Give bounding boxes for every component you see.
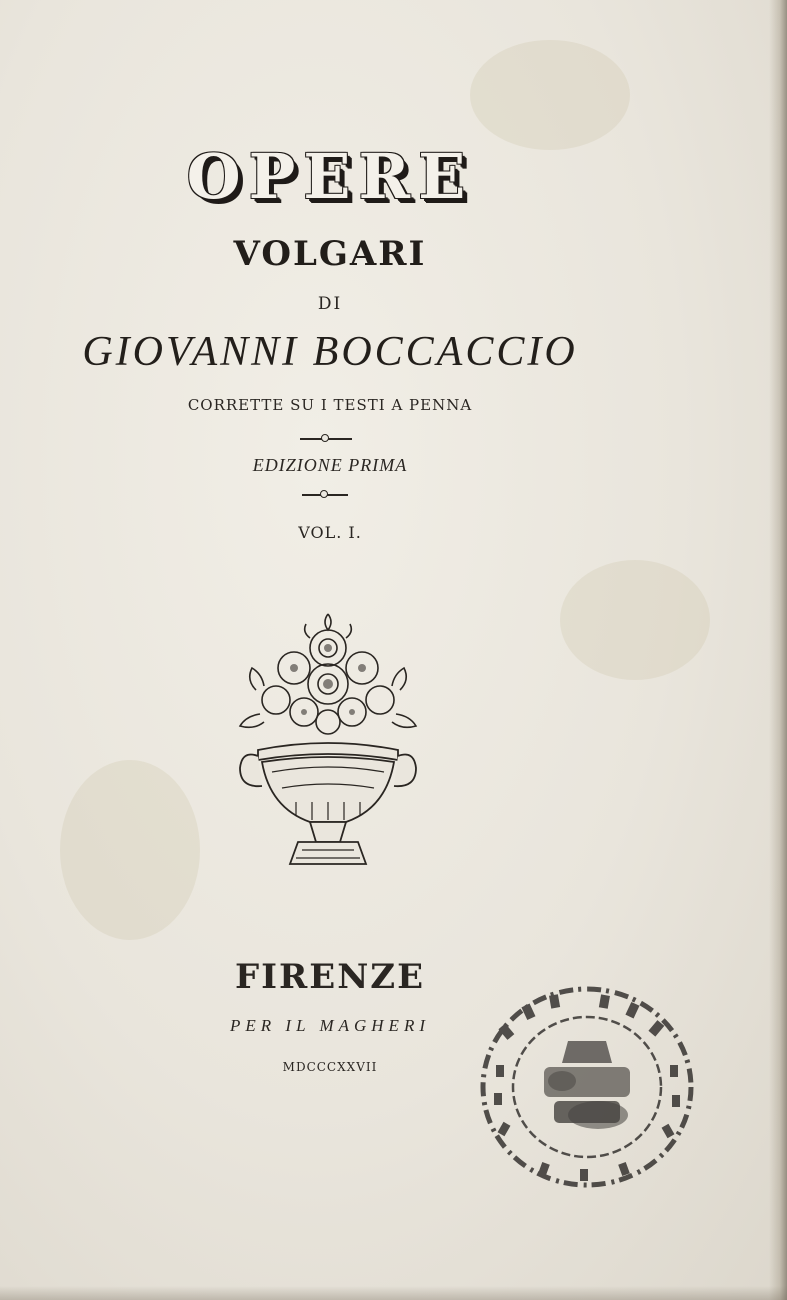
imprint-city: FIRENZE <box>234 957 426 997</box>
subtitle: CORRETTE SU I TESTI A PENNA <box>187 396 473 414</box>
paper-stain <box>470 40 630 150</box>
rule-ornament-icon <box>320 490 328 498</box>
author-name: GIOVANNI BOCCACCIO <box>82 329 578 375</box>
paper-edge <box>0 1286 787 1300</box>
volume-label: VOL. I. <box>298 523 362 542</box>
paper-stain <box>560 560 710 680</box>
title-sub: VOLGARI <box>233 234 427 274</box>
rule-ornament-icon <box>321 434 329 442</box>
imprint-year: MDCCCXXVII <box>282 1060 378 1074</box>
flower-urn-icon <box>236 610 420 876</box>
imprint-publisher: PER IL MAGHERI <box>230 1016 430 1035</box>
title-main: OPERE <box>186 140 474 213</box>
edition-label: EDIZIONE PRIMA <box>252 455 408 475</box>
title-connector: DI <box>317 294 343 314</box>
paper-edge <box>769 0 787 1300</box>
library-stamp-icon <box>480 985 695 1190</box>
paper-stain <box>60 760 200 940</box>
